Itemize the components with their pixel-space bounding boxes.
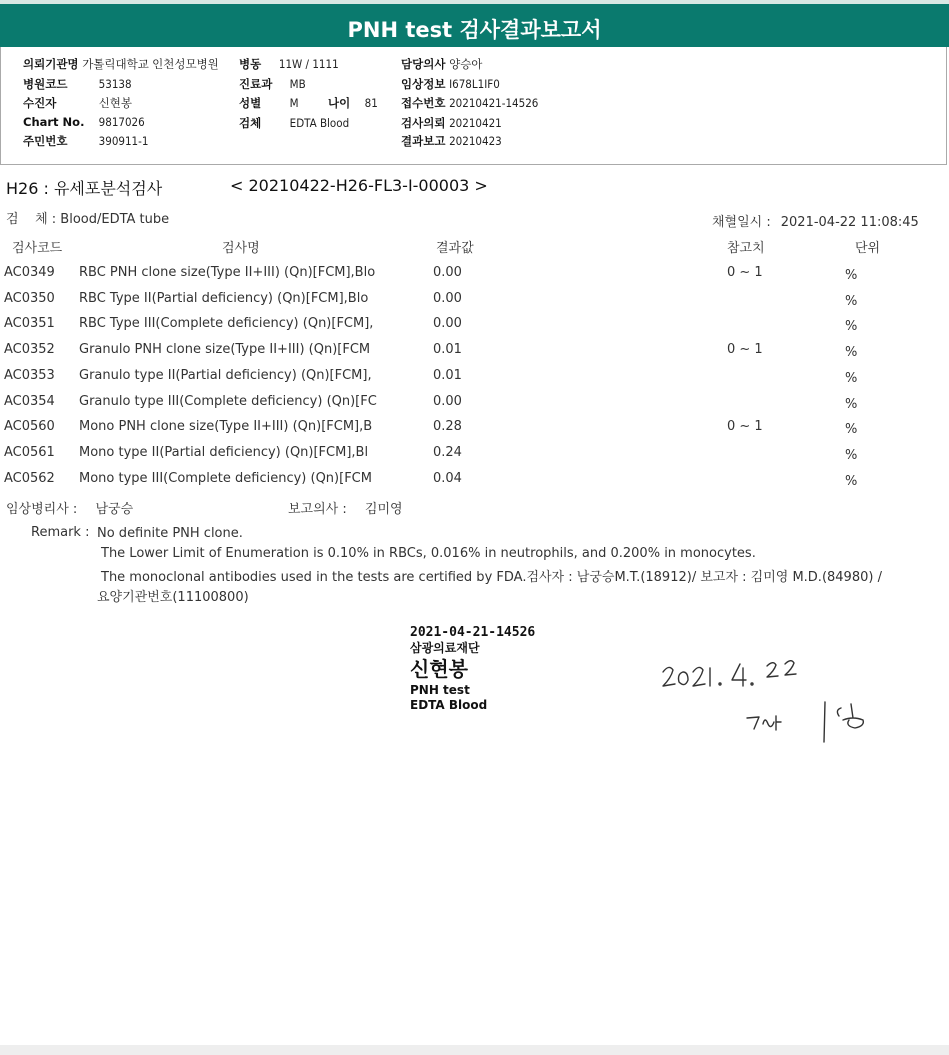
row-result: 0.00 [433, 394, 462, 409]
row-unit: % [845, 397, 858, 412]
table-row [0, 265, 949, 291]
chart-value: 9817026 [98, 115, 145, 129]
row-result: 0.00 [433, 265, 462, 280]
age-field [328, 95, 378, 111]
doctor-label: 담당의사 [401, 57, 446, 71]
accession-id: < 20210422-H26-FL3-I-00003 > [230, 176, 488, 195]
hospital-field [23, 56, 219, 72]
sex-value: M [289, 96, 299, 110]
row-code: AC0350 [4, 291, 55, 306]
clinical-technologist-label: 임상병리사 : [6, 502, 78, 517]
header-unit: 단위 [855, 241, 881, 256]
stamp-patient: 신현봉 [410, 657, 468, 681]
row-name: Mono type II(Partial deficiency) (Qn)[FCM],Bl [79, 445, 369, 460]
clinical-field [401, 76, 500, 92]
remark-line-3: The monoclonal antibodies used in the tests are certified by FDA.검사자 : 남궁승M.T.(18912)/ 보고자 : 김미영 M.D.(84980) / [101, 570, 882, 585]
header-result: 결과값 [436, 241, 474, 256]
clinical-value: I678L1IF0 [449, 77, 500, 91]
ward-label: 병동 [239, 57, 262, 71]
report-title: PNH test 검사결과보고서 [347, 18, 602, 42]
doctor-value: 양승아 [449, 57, 483, 71]
clinical-technologist-name: 남궁승 [95, 502, 134, 517]
row-result: 0.04 [433, 471, 462, 486]
row-unit: % [845, 345, 858, 360]
stamp-test: PNH test [410, 683, 470, 697]
row-unit: % [845, 319, 858, 334]
row-result: 0.00 [433, 316, 462, 331]
collection-value: 2021-04-22 11:08:45 [780, 215, 919, 230]
row-result: 0.00 [433, 291, 462, 306]
row-code: AC0352 [4, 342, 55, 357]
stamp-org: 삼광의료재단 [410, 641, 480, 655]
reporting-physician [288, 498, 403, 517]
reporting-physician-name: 김미영 [364, 502, 403, 517]
row-code: AC0560 [4, 419, 55, 434]
remark-line-1: No definite PNH clone. [97, 526, 243, 541]
row-name: RBC Type II(Partial deficiency) (Qn)[FCM],Blo [79, 291, 369, 306]
report-title-bar [0, 0, 949, 47]
row-result: 0.01 [433, 342, 462, 357]
row-result: 0.24 [433, 445, 462, 460]
row-code: AC0349 [4, 265, 55, 280]
row-reference: 0 ~ 1 [727, 419, 763, 434]
row-code: AC0353 [4, 368, 55, 383]
age-label: 나이 [328, 96, 351, 110]
clinical-technologist [6, 498, 133, 517]
table-row [0, 471, 949, 497]
collection-datetime [712, 211, 919, 230]
specimen-label: 검체 [239, 116, 262, 130]
row-name: RBC PNH clone size(Type II+III) (Qn)[FCM],Blo [79, 265, 376, 280]
id-field [23, 133, 148, 149]
header-name: 검사명 [222, 241, 260, 256]
header-reference: 참고치 [727, 241, 765, 256]
sex-label: 성별 [239, 96, 262, 110]
report-date-field [401, 133, 502, 149]
patient-label: 수진자 [23, 96, 57, 110]
id-value: 390911-1 [98, 134, 149, 148]
age-value: 81 [364, 96, 378, 110]
row-code: AC0562 [4, 471, 55, 486]
request-field [401, 115, 502, 131]
remark-line-2: The Lower Limit of Enumeration is 0.10% in RBCs, 0.016% in neutrophils, and 0.200% in monocytes. [101, 546, 756, 561]
table-row [0, 394, 949, 420]
clinical-label: 임상정보 [401, 77, 446, 91]
row-result: 0.28 [433, 419, 462, 434]
specimen-value: EDTA Blood [289, 116, 350, 130]
specimen-type: 검 체 : Blood/EDTA tube [6, 212, 170, 227]
table-row [0, 342, 949, 368]
code-field [23, 76, 132, 92]
page-footer-strip [0, 1045, 949, 1055]
chart-label: Chart No. [23, 115, 85, 129]
hospital-value: 가톨릭대학교 인천성모병원 [82, 57, 219, 71]
row-code: AC0561 [4, 445, 55, 460]
row-name: Granulo PNH clone size(Type II+III) (Qn)[FCM [79, 342, 371, 357]
ward-value: 11W / 1111 [278, 57, 339, 71]
dept-value: MB [289, 77, 306, 91]
row-unit: % [845, 448, 858, 463]
row-result: 0.01 [433, 368, 462, 383]
table-row [0, 368, 949, 394]
doctor-field [401, 56, 482, 72]
handwritten-signature [655, 650, 895, 750]
row-name: RBC Type III(Complete deficiency) (Qn)[FCM], [79, 316, 374, 331]
specimen-field [239, 115, 349, 131]
row-unit: % [845, 268, 858, 283]
table-row [0, 316, 949, 342]
collection-label: 채혈일시 : [712, 215, 771, 230]
row-code: AC0351 [4, 316, 55, 331]
reporting-physician-label: 보고의사 : [288, 502, 347, 517]
report-date-value: 20210423 [449, 134, 502, 148]
code-label: 병원코드 [23, 77, 68, 91]
stamp-specimen: EDTA Blood [410, 698, 488, 712]
dept-label: 진료과 [239, 77, 273, 91]
row-name: Granulo type III(Complete deficiency) (Qn)[FC [79, 394, 377, 409]
row-unit: % [845, 371, 858, 386]
row-reference: 0 ~ 1 [727, 342, 763, 357]
row-name: Mono type III(Complete deficiency) (Qn)[FCM [79, 471, 372, 486]
table-row [0, 291, 949, 317]
reception-field [401, 95, 538, 111]
table-row [0, 445, 949, 471]
sex-field [239, 95, 299, 111]
request-label: 검사의뢰 [401, 116, 446, 130]
report-date-label: 결과보고 [401, 134, 446, 148]
dept-field [239, 76, 306, 92]
row-unit: % [845, 294, 858, 309]
row-unit: % [845, 474, 858, 489]
stamp-accession: 2021-04-21-14526 [410, 625, 536, 640]
reception-value: 20210421-14526 [449, 96, 539, 110]
table-row [0, 419, 949, 445]
patient-value: 신현봉 [98, 96, 132, 110]
row-reference: 0 ~ 1 [727, 265, 763, 280]
row-code: AC0354 [4, 394, 55, 409]
request-value: 20210421 [449, 116, 502, 130]
section-title: H26 : 유세포분석검사 [6, 179, 163, 198]
row-name: Mono PNH clone size(Type II+III) (Qn)[FCM],B [79, 419, 373, 434]
code-value: 53138 [98, 77, 132, 91]
patient-field [23, 95, 132, 111]
id-label: 주민번호 [23, 134, 68, 148]
remark-label: Remark : [31, 525, 90, 540]
remark-line-4: 요양기관번호(11100800) [97, 590, 249, 605]
hospital-label: 의뢰기관명 [23, 57, 79, 71]
patient-info-box [0, 47, 947, 165]
chart-field [23, 115, 145, 129]
reception-label: 접수번호 [401, 96, 446, 110]
row-name: Granulo type II(Partial deficiency) (Qn)[FCM], [79, 368, 372, 383]
row-unit: % [845, 422, 858, 437]
header-code: 검사코드 [12, 241, 63, 256]
ward-field [239, 56, 339, 72]
